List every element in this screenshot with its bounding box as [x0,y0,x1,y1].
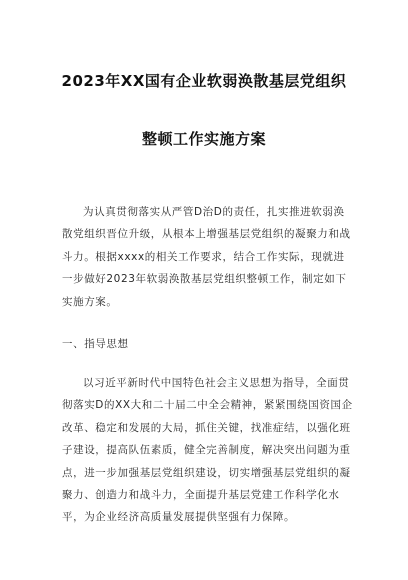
section-heading-guiding-ideology: 一、指导思想 [62,338,129,350]
document-title-line2: 整顿工作实施方案 [141,130,266,148]
document-title-line1: 2023年XX国有企业软弱涣散基层党组织 [61,72,347,90]
intro-paragraph: 为认真贯彻落实从严管D治D的责任，扎实推进软弱涣散党组织晋位升级，从根本上增强基层党组织的凝聚力和战斗力。根据xxxx的相关工作要求，结合工作实际，现就进一步做好2023年软弱涣散基层党组织整顿工作，制定如下实施方案。 [62,206,351,308]
section-paragraph-guiding-ideology: 以习近平新时代中国特色社会主义思想为指导，全面贯彻落实D的XX大和二十届二中全会精神，紧紧围绕国资国企改革、稳定和发展的大局，抓住关键，找准症结，以强化班子建设，提高队伍素质，健全完善制度，解决突出问题为重点，进一步加强基层党组织建设，切实增强基层党组织的凝聚力、创造力和战斗力，全面提升基层党建工作科学化水平，为企业经济高质量发展提供坚强有力保障。 [62,377,353,524]
